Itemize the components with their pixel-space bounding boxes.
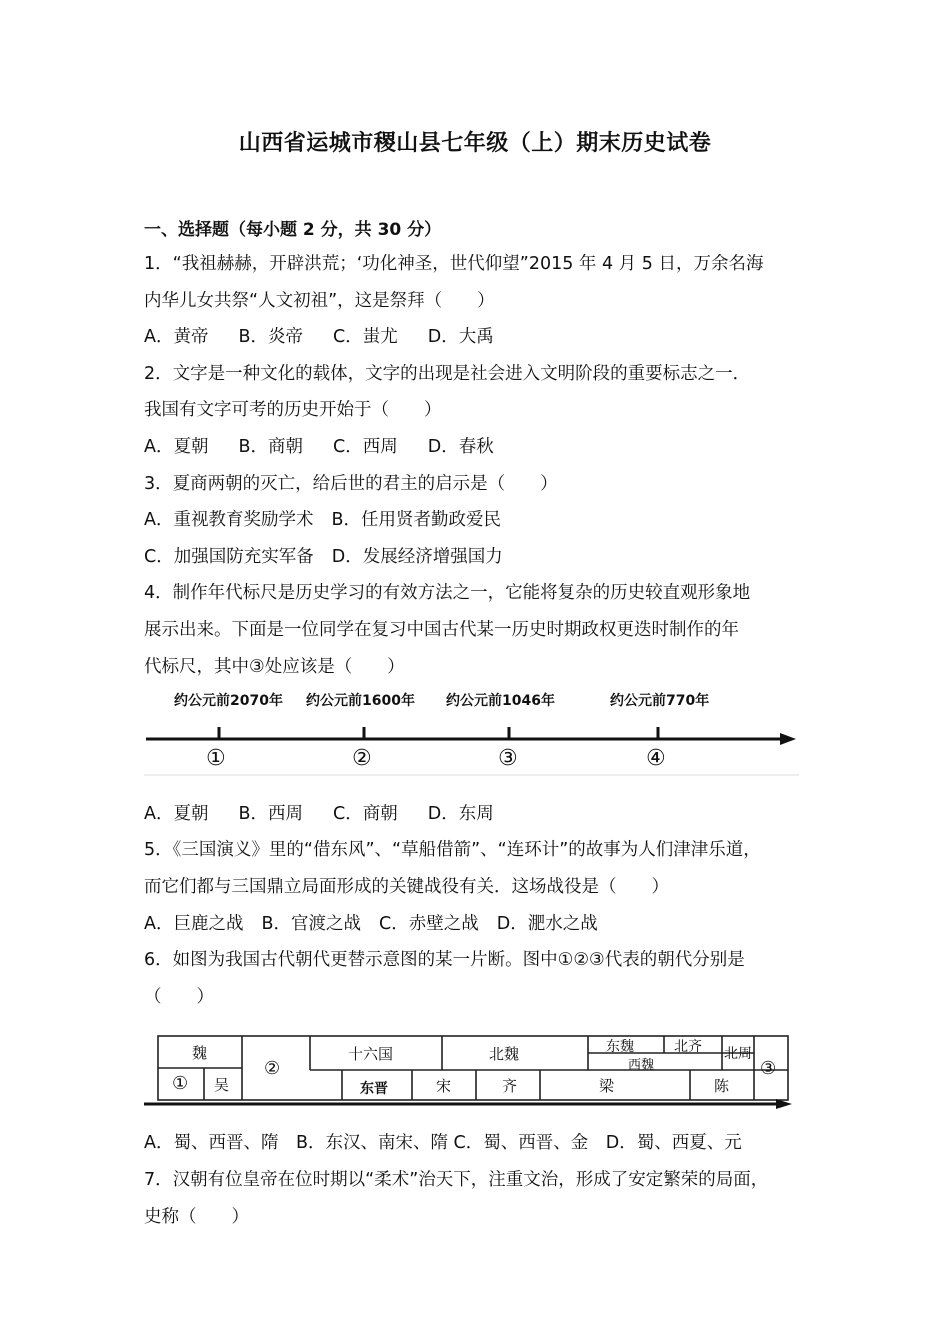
timeline-number: ② [352, 746, 372, 771]
question-5-text-line1: 5．《三国演义》里的“借东风”、“草船借箭”、“连环计”的故事为人们津津乐道， [144, 840, 761, 860]
option-c: C．西周 [333, 437, 398, 457]
timeline-label: 约公元前770年 [610, 693, 710, 709]
option-a: A．黄帝 [144, 327, 209, 347]
question-2-text-line2: 我国有文字可考的历史开始于（ ） [144, 400, 442, 420]
timeline-number: ③ [498, 746, 518, 771]
chart-label: 北周 [724, 1046, 752, 1062]
chart-label: 北魏 [489, 1045, 520, 1063]
option-a: A．夏朝 [144, 437, 209, 457]
option-b: B．官渡之战 [261, 914, 361, 934]
chart-label: 北齐 [674, 1039, 702, 1055]
question-4-options [144, 802, 524, 826]
option-d: D．淝水之战 [496, 914, 598, 934]
chart-label: 东晋 [360, 1081, 388, 1097]
option-a: A．夏朝 [144, 804, 209, 824]
question-1-text-line2: 内华儿女共祭“人文初祖”，这是祭拜（ ） [144, 291, 495, 311]
option-b: B．商朝 [238, 437, 303, 457]
chart-label: ② [264, 1058, 281, 1079]
chart-label: ① [172, 1073, 189, 1094]
question-2-text-line1: 2．文字是一种文化的载体，文字的出现是社会进入文明阶段的重要标志之一． [144, 364, 751, 384]
chart-label: 东魏 [606, 1039, 634, 1055]
question-6-text-line1: 6．如图为我国古代朝代更替示意图的某一片断。图中①②③代表的朝代分别是 [144, 950, 745, 970]
question-1-text-line1: 1．“我祖赫赫，开辟洪荒；‘功化神圣，世代仰望”2015 年 4 月 5 日，万余名海 [144, 254, 764, 274]
option-d: D．发展经济增强国力 [331, 547, 503, 567]
question-5-options [144, 912, 616, 936]
chart-label: 齐 [502, 1077, 518, 1095]
chart-label: 西魏 [628, 1058, 655, 1073]
chart-label: 陈 [714, 1077, 730, 1095]
question-3-options-row2 [144, 545, 521, 569]
question-6-text-line2: （ ） [144, 987, 214, 1007]
page-title: 山西省运城市稷山县七年级（上）期末历史试卷 [238, 131, 712, 156]
question-4-text-line3: 代标尺，其中③处应该是（ ） [144, 657, 405, 677]
dynasty-chart [144, 1018, 794, 1110]
timeline-number: ① [206, 746, 226, 771]
section-heading: 一、选择题（每小题 2 分，共 30 分） [144, 220, 442, 240]
option-a: A．巨鹿之战 [144, 914, 244, 934]
question-4-text-line2: 展示出来。下面是一位同学在复习中国古代某一历史时期政权更迭时制作的年 [144, 620, 739, 640]
option-b: B．西周 [238, 804, 303, 824]
question-5-text-line2: 而它们都与三国鼎立局面形成的关键战役有关．这场战役是（ ） [144, 877, 669, 897]
option-d: D．春秋 [427, 437, 494, 457]
chart-label: 梁 [599, 1077, 615, 1095]
chart-label: 宋 [436, 1077, 452, 1095]
chart-label: 十六国 [348, 1045, 394, 1063]
option-b: B．炎帝 [238, 327, 303, 347]
chart-label: ③ [760, 1058, 777, 1079]
option-c: C．蚩尤 [333, 327, 398, 347]
question-2-options [144, 435, 524, 459]
option-b: B．任用贤者勤政爱民 [331, 510, 501, 530]
option-d: D．大禹 [427, 327, 494, 347]
option-a: A．重视教育奖励学术 [144, 510, 314, 530]
option-d: D．东周 [427, 804, 494, 824]
option-c: C．赤壁之战 [379, 914, 479, 934]
question-7-text-line1: 7．汉朝有位皇帝在位时期以“柔术”治天下，注重文治，形成了安定繁荣的局面， [144, 1170, 769, 1190]
option-c: C．加强国防充实军备 [144, 547, 314, 567]
question-7-text-line2: 史称（ ） [144, 1207, 249, 1227]
chart-label: 魏 [192, 1044, 208, 1062]
question-6-options: A．蜀、西晋、隋 B．东汉、南宋、隋 C．蜀、西晋、金 D．蜀、西夏、元 [144, 1133, 742, 1153]
question-1-options [144, 325, 524, 349]
timeline-label: 约公元前2070年 [174, 693, 283, 709]
question-4-text-line1: 4．制作年代标尺是历史学习的有效方法之一，它能将复杂的历史较直观形象地 [144, 583, 751, 603]
chart-label: 吴 [214, 1076, 230, 1094]
timeline-label: 约公元前1600年 [306, 693, 415, 709]
timeline-figure [144, 690, 799, 778]
timeline-number: ④ [646, 746, 666, 771]
dynasty-chart-grid [144, 1018, 794, 1110]
question-3-text-line1: 3．夏商两朝的灭亡，给后世的君主的启示是（ ） [144, 474, 558, 494]
question-3-options-row1 [144, 508, 519, 532]
timeline-arrow-icon [780, 733, 796, 745]
timeline-label: 约公元前1046年 [446, 693, 555, 709]
option-c: C．商朝 [333, 804, 398, 824]
